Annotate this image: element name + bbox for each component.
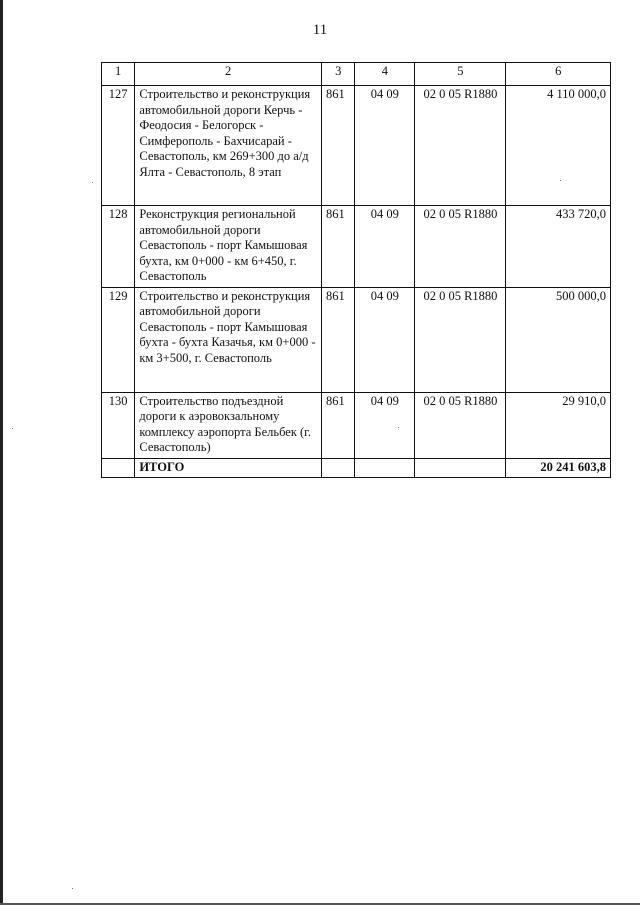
row-target-article: 02 0 05 R1880: [415, 206, 506, 288]
table-row: [102, 287, 611, 392]
column-header-4: 4: [355, 63, 415, 86]
column-header-6: 6: [506, 63, 611, 86]
row-name: Строительство и реконструкция автомобильной дороги Севастополь - порт Камышовая бухта - бухта Казачья, км 0+000 - км 3+500, г. Севастополь: [135, 287, 322, 392]
scan-speck: [560, 180, 561, 181]
scan-speck: [398, 427, 399, 428]
column-header-3: 3: [322, 63, 355, 86]
total-label: ИТОГО: [135, 458, 322, 478]
total-empty-cell: [355, 458, 415, 478]
row-section: 04 09: [355, 287, 415, 392]
row-amount: 29 910,0: [506, 392, 611, 458]
row-target-article: 02 0 05 R1880: [415, 287, 506, 392]
table-header-row: [102, 63, 611, 86]
column-header-1: 1: [102, 63, 135, 86]
row-section: 04 09: [355, 86, 415, 206]
total-empty-cell: [102, 458, 135, 478]
row-number: 127: [102, 86, 135, 206]
table-row: [102, 86, 611, 206]
row-number: 128: [102, 206, 135, 288]
total-empty-cell: [415, 458, 506, 478]
row-amount: 4 110 000,0: [506, 86, 611, 206]
row-amount: 433 720,0: [506, 206, 611, 288]
row-number: 129: [102, 287, 135, 392]
column-header-5: 5: [415, 63, 506, 86]
column-header-2: 2: [135, 63, 322, 86]
row-amount: 500 000,0: [506, 287, 611, 392]
row-grbs: 861: [322, 392, 355, 458]
total-row: [102, 458, 611, 478]
scan-left-edge: [0, 0, 3, 905]
row-number: 130: [102, 392, 135, 458]
total-amount: 20 241 603,8: [506, 458, 611, 478]
budget-table: [101, 62, 611, 478]
row-grbs: 861: [322, 206, 355, 288]
row-grbs: 861: [322, 86, 355, 206]
total-empty-cell: [322, 458, 355, 478]
page-number: 11: [312, 22, 328, 38]
row-name: Реконструкция региональной автомобильной дороги Севастополь - порт Камышовая бухта, км 0+000 - км 6+450, г. Севастополь: [135, 206, 322, 288]
row-section: 04 09: [355, 392, 415, 458]
row-section: 04 09: [355, 206, 415, 288]
row-target-article: 02 0 05 R1880: [415, 392, 506, 458]
scan-speck: [12, 428, 13, 429]
row-target-article: 02 0 05 R1880: [415, 86, 506, 206]
row-name: Строительство и реконструкция автомобильной дороги Керчь - Феодосия - Белогорск - Симферополь - Бахчисарай - Севастополь, км 269+300 до а/д Ялта - Севастополь, 8 этап: [135, 86, 322, 206]
table-row: [102, 392, 611, 458]
row-grbs: 861: [322, 287, 355, 392]
table-row: [102, 206, 611, 288]
row-name: Строительство подъездной дороги к аэровокзальному комплексу аэропорта Бельбек (г. Севастополь): [135, 392, 322, 458]
scan-speck: [92, 182, 93, 183]
scan-speck: [72, 888, 73, 889]
